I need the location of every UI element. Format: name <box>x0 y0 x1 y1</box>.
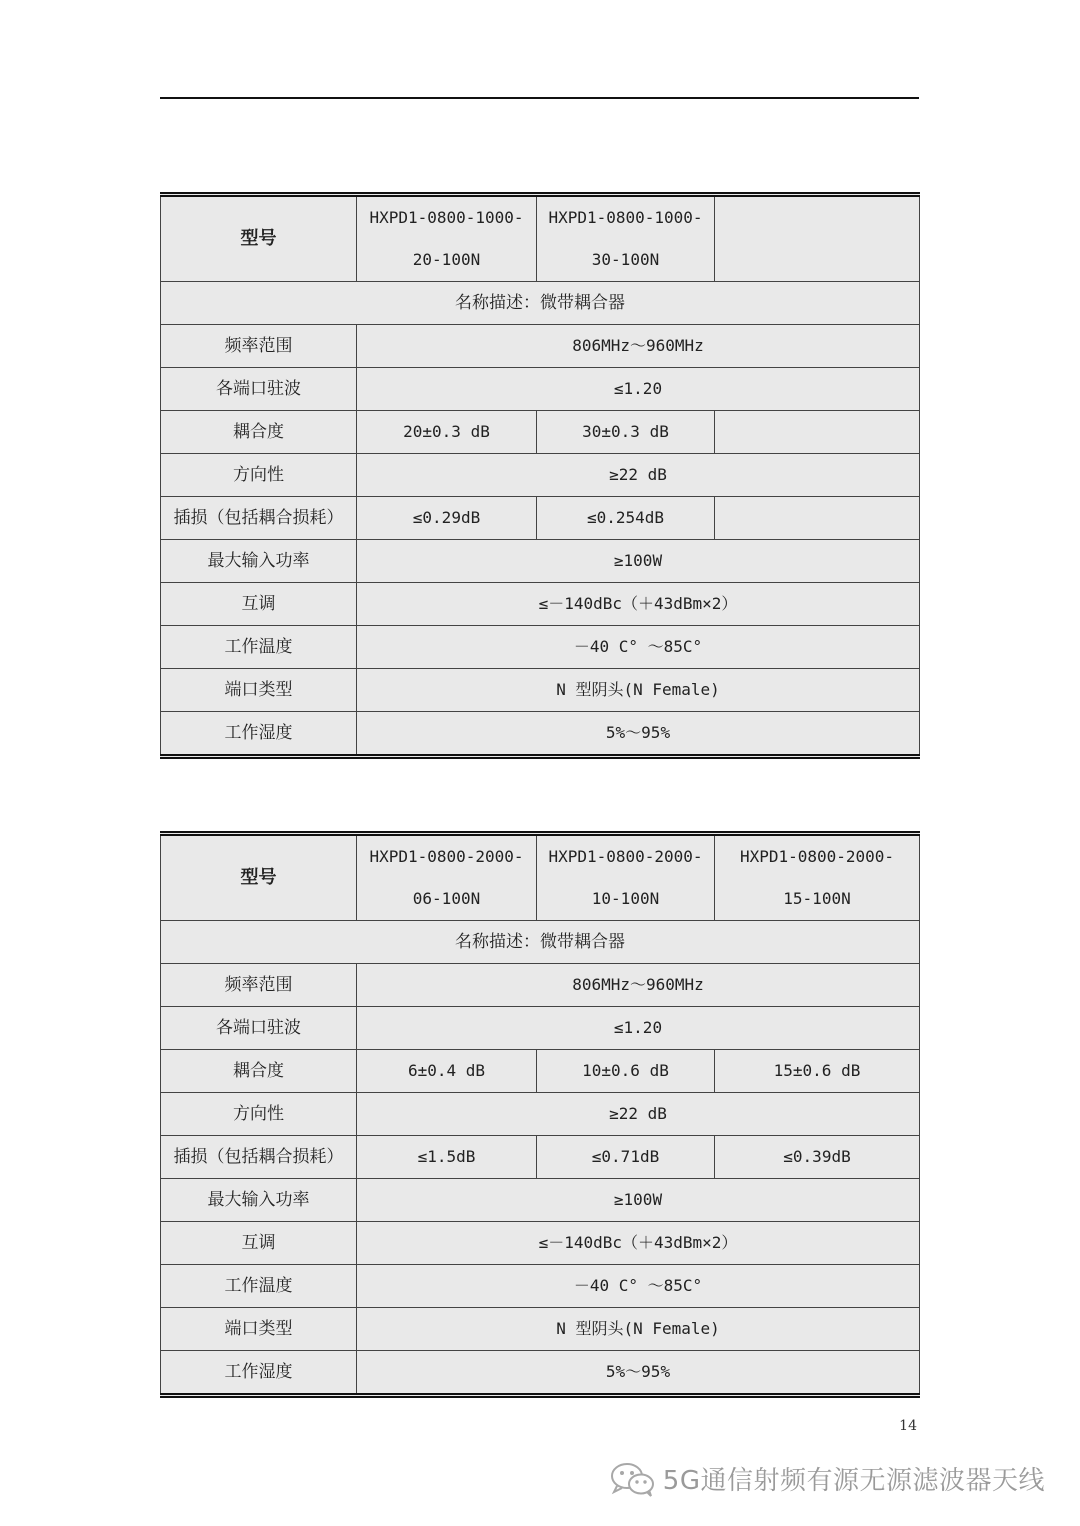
row-label: 方向性 <box>161 454 357 497</box>
spec-row <box>161 368 920 411</box>
row-label: 耦合度 <box>161 411 357 454</box>
watermark <box>609 1460 1045 1497</box>
row-value: ≤0.71dB <box>537 1136 715 1179</box>
spec-row <box>161 1179 920 1222</box>
row-value: 30±0.3 dB <box>537 411 715 454</box>
description-cell: 名称描述：微带耦合器 <box>161 921 920 964</box>
row-label: 互调 <box>161 583 357 626</box>
row-value: N 型阴头(N Female) <box>357 1308 920 1351</box>
model-cell: HXPD1-0800-2000- 15-100N <box>715 834 920 921</box>
spec-row <box>161 712 920 757</box>
model-row <box>161 834 920 921</box>
row-value: ≥100W <box>357 540 920 583</box>
spec-row <box>161 1351 920 1396</box>
spec-row <box>161 964 920 1007</box>
page-number: 14 <box>899 1418 917 1434</box>
spec-table-2 <box>160 831 920 1398</box>
row-label: 工作湿度 <box>161 1351 357 1396</box>
description-row <box>161 282 920 325</box>
row-value: 5%～95% <box>357 712 920 757</box>
row-value: ≤1.20 <box>357 1007 920 1050</box>
row-value: ≤－140dBc（＋43dBm×2） <box>357 1222 920 1265</box>
row-value: 10±0.6 dB <box>537 1050 715 1093</box>
row-value: ≤0.29dB <box>357 497 537 540</box>
row-label: 工作温度 <box>161 1265 357 1308</box>
row-label: 各端口驻波 <box>161 1007 357 1050</box>
row-value <box>715 497 920 540</box>
row-value: N 型阴头(N Female) <box>357 669 920 712</box>
model-row <box>161 195 920 282</box>
row-label: 频率范围 <box>161 325 357 368</box>
row-value: －40 C° ～85C° <box>357 626 920 669</box>
row-value: ≤0.39dB <box>715 1136 920 1179</box>
spec-row <box>161 626 920 669</box>
row-value: 6±0.4 dB <box>357 1050 537 1093</box>
description-cell: 名称描述：微带耦合器 <box>161 282 920 325</box>
model-label: 型号 <box>161 195 357 282</box>
row-value: ≥100W <box>357 1179 920 1222</box>
row-label: 各端口驻波 <box>161 368 357 411</box>
spec-row <box>161 1308 920 1351</box>
row-value: 806MHz～960MHz <box>357 964 920 1007</box>
row-value: ≤1.5dB <box>357 1136 537 1179</box>
spec-row <box>161 497 920 540</box>
model-cell <box>715 195 920 282</box>
model-cell: HXPD1-0800-1000- 30-100N <box>537 195 715 282</box>
wechat-icon <box>609 1461 655 1497</box>
row-value: 5%～95% <box>357 1351 920 1396</box>
row-value: －40 C° ～85C° <box>357 1265 920 1308</box>
row-label: 插损（包括耦合损耗） <box>161 1136 357 1179</box>
spec-row <box>161 1222 920 1265</box>
row-value: ≤－140dBc（＋43dBm×2） <box>357 583 920 626</box>
row-label: 端口类型 <box>161 1308 357 1351</box>
spec-row <box>161 325 920 368</box>
model-cell: HXPD1-0800-1000- 20-100N <box>357 195 537 282</box>
row-label: 频率范围 <box>161 964 357 1007</box>
row-value: ≥22 dB <box>357 454 920 497</box>
row-value: 15±0.6 dB <box>715 1050 920 1093</box>
row-label: 端口类型 <box>161 669 357 712</box>
row-value: 806MHz～960MHz <box>357 325 920 368</box>
row-label: 方向性 <box>161 1093 357 1136</box>
row-label: 互调 <box>161 1222 357 1265</box>
spec-row <box>161 1007 920 1050</box>
row-value: ≤1.20 <box>357 368 920 411</box>
spec-row <box>161 1093 920 1136</box>
watermark-text: 5G通信射频有源无源滤波器天线 <box>662 1466 1045 1496</box>
spec-row <box>161 540 920 583</box>
spec-row <box>161 669 920 712</box>
spec-row <box>161 583 920 626</box>
spec-table-1 <box>160 192 920 759</box>
row-label: 耦合度 <box>161 1050 357 1093</box>
spec-row <box>161 454 920 497</box>
row-label: 最大输入功率 <box>161 1179 357 1222</box>
row-label: 工作湿度 <box>161 712 357 757</box>
spec-row <box>161 1265 920 1308</box>
description-row <box>161 921 920 964</box>
row-value <box>715 411 920 454</box>
spec-row <box>161 1136 920 1179</box>
row-value: ≤0.254dB <box>537 497 715 540</box>
row-label: 插损（包括耦合损耗） <box>161 497 357 540</box>
row-label: 工作温度 <box>161 626 357 669</box>
model-label: 型号 <box>161 834 357 921</box>
row-value: 20±0.3 dB <box>357 411 537 454</box>
row-value: ≥22 dB <box>357 1093 920 1136</box>
model-cell: HXPD1-0800-2000- 10-100N <box>537 834 715 921</box>
spec-row <box>161 1050 920 1093</box>
spec-row <box>161 411 920 454</box>
model-cell: HXPD1-0800-2000- 06-100N <box>357 834 537 921</box>
header-rule <box>160 97 919 99</box>
row-label: 最大输入功率 <box>161 540 357 583</box>
